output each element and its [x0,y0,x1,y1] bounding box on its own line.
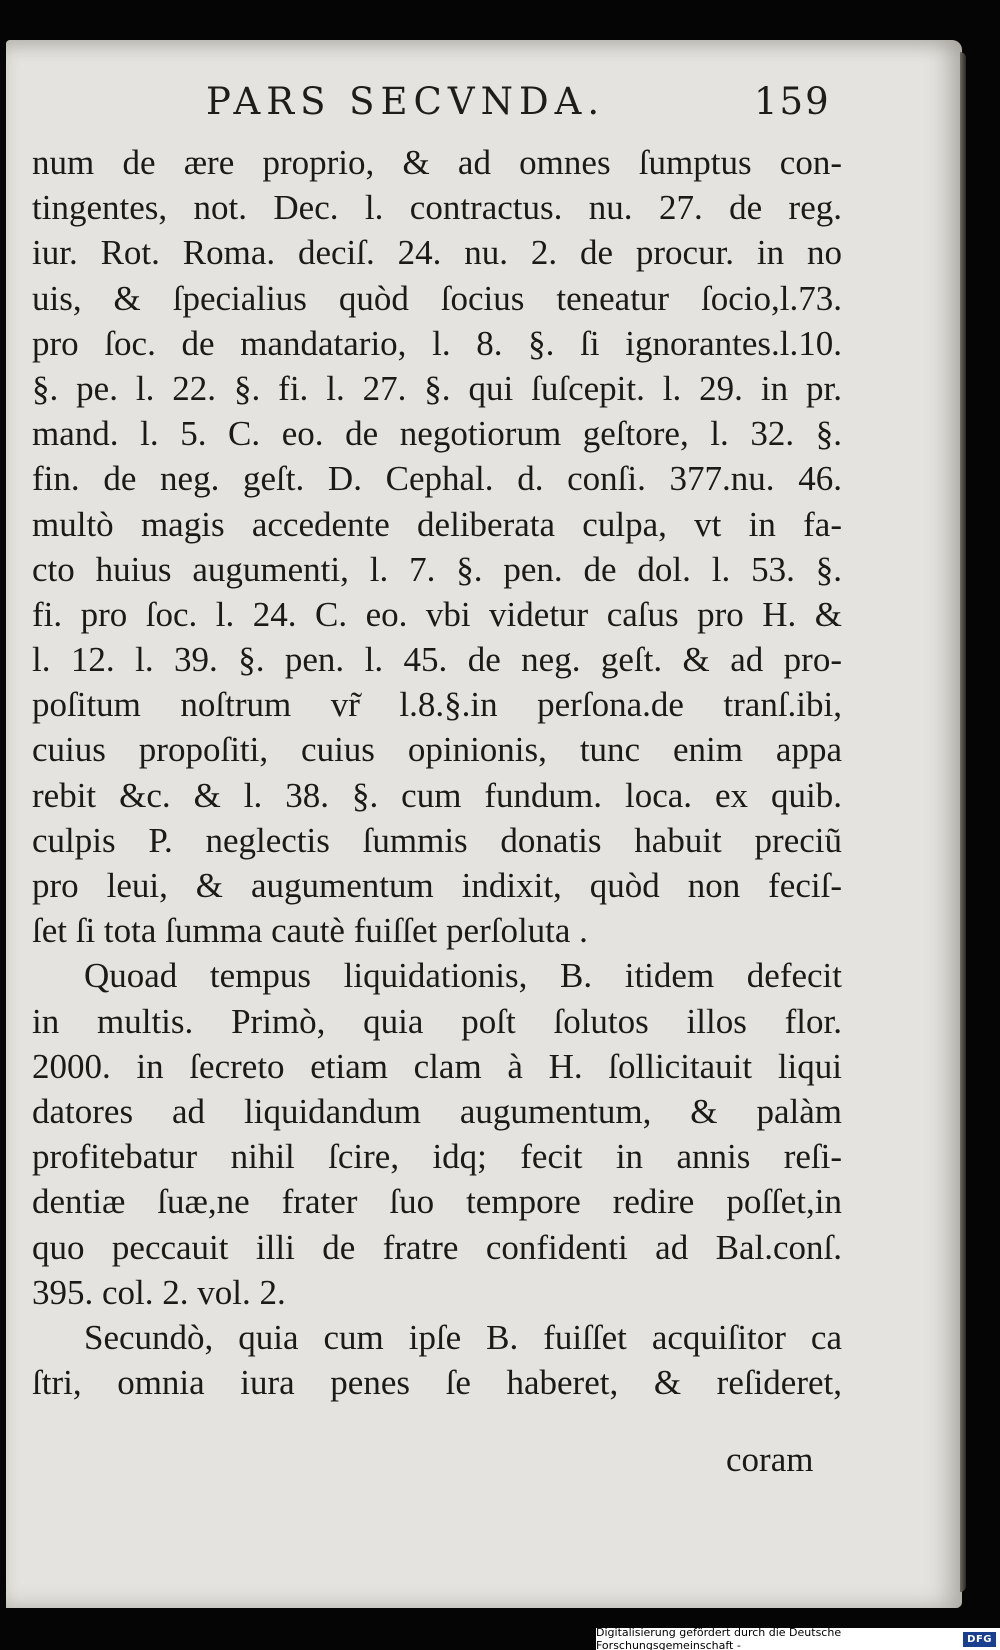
digitization-footer [596,1628,1000,1650]
text-line: cuius propoſiti, cuius opinionis, tunc enim appa [32,730,842,770]
paragraph-start-line: Secundò, quia cum ipſe B. fuiſſet acquiſitor ca [84,1317,842,1357]
catchword: coram [726,1440,814,1479]
text-line: 395. col. 2. vol. 2. [32,1272,286,1312]
dfg-logo: DFG [963,1632,996,1647]
text-line: datores ad liquidandum augumentum, & palàm [32,1091,842,1131]
paragraph-start-line: Quoad tempus liquidationis, B. itidem defecit [84,956,842,996]
text-line: rebit &c. & l. 38. §. cum fundum. loca. ex quib. [32,775,842,815]
text-line: mand. l. 5. C. eo. de negotiorum geſtore, l. 32. §. [32,414,842,454]
text-line: pro leui, & augumentum indixit, quòd non feciſ- [32,866,842,905]
text-line: multò magis accedente deliberata culpa, vt in fa- [32,504,842,544]
text-line: poſitum noſtrum vr̃ l.8.§.in perſona.de tranſ.ibi, [32,685,842,725]
text-line: ſtri, omnia iura penes ſe haberet, & reſideret, [32,1363,842,1403]
text-line: in multis. Primò, quia poſt ſolutos illos flor. [32,1001,842,1041]
text-line: ſet ſi tota ſumma cautè fuiſſet perſoluta . [32,911,588,951]
text-line: quo peccauit illi de fratre confidenti ad Bal.conſ. [32,1227,842,1267]
text-line: dentiæ ſuæ,ne frater ſuo tempore redire poſſet,in [32,1182,842,1222]
text-line: cto huius augumenti, l. 7. §. pen. de dol. l. 53. §. [32,549,842,589]
running-head-title: PARS SECVNDA. [206,80,606,123]
body-text [32,140,842,1405]
text-line: fi. pro ſoc. l. 24. C. eo. vbi videtur caſus pro H. & [32,594,842,634]
book-page [6,40,962,1608]
text-line: 2000. in ſecreto etiam clam à H. ſollicitauit liqui [32,1046,842,1086]
text-line: pro ſoc. de mandatario, l. 8. §. ſi ignorantes.l.10. [32,323,842,363]
text-line: l. 12. l. 39. §. pen. l. 45. de neg. geſt. & ad pro- [32,640,842,680]
text-line: num de ære proprio, & ad omnes ſumptus con- [32,143,842,182]
page-number: 159 [754,80,831,123]
funding-notice: Digitalisierung gefördert durch die Deutsche Forschungsgemeinschaft - [596,1626,842,1650]
text-line: tingentes, not. Dec. l. contractus. nu. 27. de reg. [32,188,842,228]
text-line: culpis P. neglectis ſummis donatis habuit preciũ [32,820,842,860]
page-edge-shadow [960,52,966,1592]
text-line: §. pe. l. 22. §. fi. l. 27. §. qui ſuſcepit. l. 29. in pr. [32,368,842,408]
running-head [6,80,962,140]
text-line: profitebatur nihil ſcire, idq; fecit in annis reſi- [32,1137,842,1177]
text-line: fin. de neg. geſt. D. Cephal. d. conſi. 377.nu. 46. [32,459,842,499]
text-line: uis, & ſpecialius quòd ſocius teneatur ſocio,l.73. [32,278,842,318]
text-line: iur. Rot. Roma. deciſ. 24. nu. 2. de procur. in no [32,233,842,273]
